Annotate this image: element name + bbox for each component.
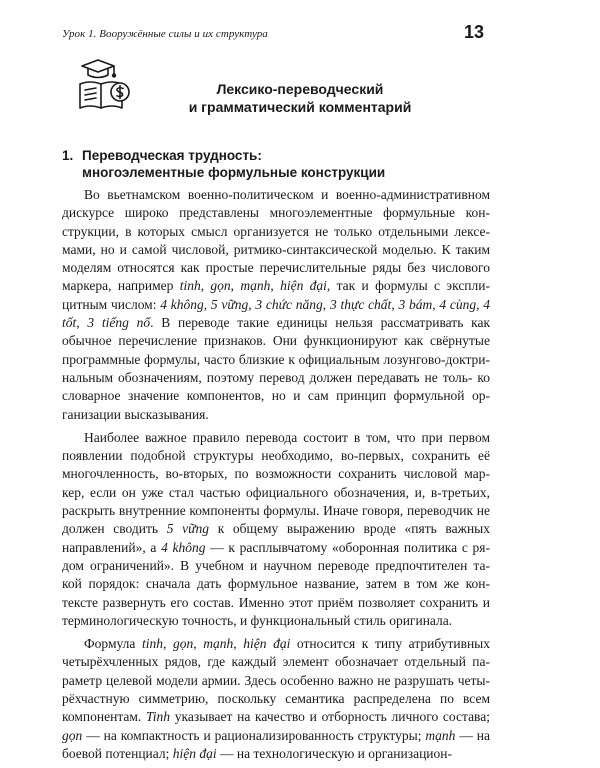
subsection-heading (62, 147, 522, 181)
graduation-cap-book-icon (74, 56, 132, 112)
body-text (62, 186, 490, 768)
heading-number: 1. (62, 148, 74, 163)
paragraph: Наиболее важное правило перевода состоит в том, что при первом появлении подобной структуры необходимо, во-первых, сохранить её многочленность, во-вторых, по возможности сохранить числовой мар- кер, если он уже стал частью официального обозначения, и, в-третьих, раскрыть внутренние компоненты формулы. Иначе говоря, переводчик не должен сводить 5 vững к общему выражению вроде «пять важных направлений», а 4 không — к расплывчатому «оборонная политика с ря- дом ограничений». В учебном и научном переводе предпочтителен та- кой порядок: сначала дать формульное название, затем в том же кон- тексте развернуть его состав. Именно этот приём позволяет сохранить и терминологическую точность, и функциональный стиль оригинала. (62, 429, 490, 628)
heading-line-1: Переводческая трудность: (82, 148, 262, 163)
heading-line-2: многоэлементные формульные конструкции (82, 165, 386, 180)
paragraph: Формула tinh, gọn, mạnh, hiện đại относится к типу атрибутивных четырёхчленных рядов, где каждый элемент обозначает отдельный па- раметр целевой модели армии. Здесь особенно важно не разрушать четы- рёхчастную симметрию, поскольку семантика распределена по всем компонентам. Tinh указывает на качество и отборность личного состава; gọn — на компактность и рационализированность структуры; mạnh — на боевой потенциал; hiện đại — на технологическую и организацион- (62, 636, 491, 761)
section-title-line-2: и грамматический комментарий (188, 99, 412, 115)
running-head: Урок 1. Вооружённые силы и их структура (62, 28, 268, 40)
paragraph: Во вьетнамском военно-политическом и военно-административном дискурсе широко представлены многоэлементные формульные кон- струкции, в которых смысл организуется не только отдельными лексе- мами, но и самой числовой, ритмико-синтаксической моделью. К таким моделям относятся как простые перечислительные ряды без числового маркера, например tinh, gọn, mạnh, hiện đại, так и формулы с экспли- цитным числом: 4 không, 5 vững, 3 chức năng, 3 thực chất, 3 bám, 4 cùng, 4 tốt, 3 tiếng nổ. В переводе такие единицы нельзя рассматривать как обычное перечисление признаков. Они функционируют как свёрнутые программные формулы, часто близкие к официальным лозунгово-доктри- нальным обозначениям, поэтому перевод должен передавать не толь- ко словарное значение компонентов, но и сам принцип формульной ор- ганизации высказывания. (62, 187, 491, 422)
section-title (150, 80, 450, 116)
page-number: 13 (463, 22, 484, 42)
section-title-line-1: Лексико-переводческий (216, 81, 384, 97)
